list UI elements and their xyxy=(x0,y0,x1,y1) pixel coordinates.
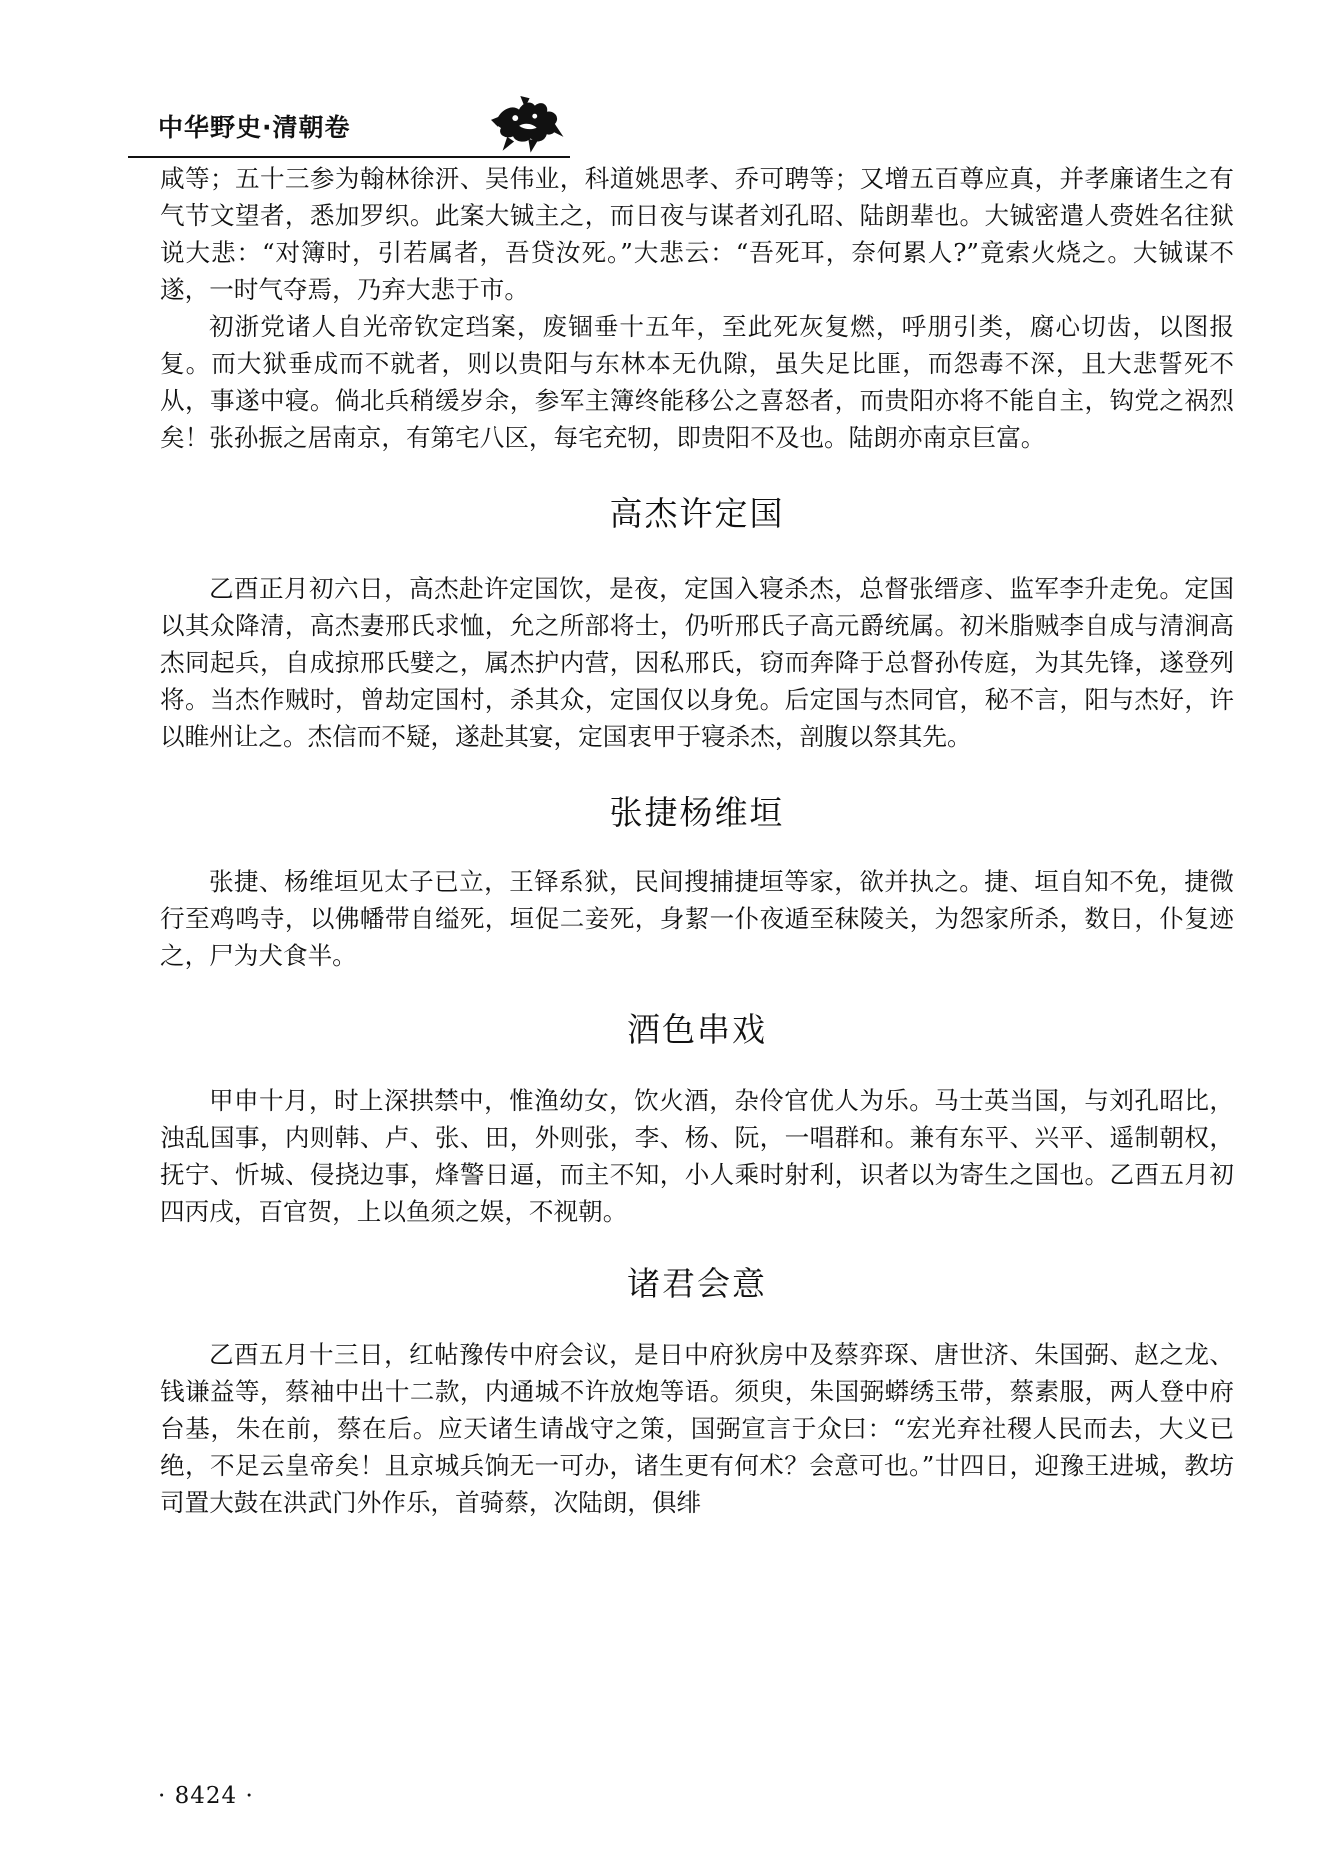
section-body-zhu-jun: 乙酉五月十三日，红帖豫传中府会议，是日中府狄房中及蔡弈琛、唐世济、朱国弼、赵之龙、钱谦益等，蔡袖中出十二款，内通城不许放炮等语。须臾，朱国弼蟒绣玉带，蔡素服，两人登中府台基，朱在前，蔡在后。应天诸生请战守之策，国弼宣言于众曰：“宏光弃社稷人民而去，大义已绝，不足云皇帝矣！且京城兵饷无一可办，诸生更有何术？会意可也。”廿四日，迎豫王进城，教坊司置大鼓在洪武门外作乐，首骑蔡，次陆朗，俱绯 xyxy=(160,1340,1234,1517)
paragraph: 初浙党诸人自光帝钦定珰案，废锢垂十五年，至此死灰复燃，呼朋引类，腐心切齿，以图报复。而大狱垂成而不就者，则以贵阳与东林本无仇隙，虽失足比匪，而怨毒不深，且大悲誓死不从，事遂中寝。倘北兵稍缓岁余，参军主簿终能移公之喜怒者，而贵阳亦将不能自主，钩党之祸烈矣！张孙振之居南京，有第宅八区，每宅充牣，即贵阳不及也。陆朗亦南京巨富。 xyxy=(160,312,1234,452)
section-title-zhu-jun: 诸君会意 xyxy=(627,1264,767,1303)
section-title-zhang-jie: 张捷杨维垣 xyxy=(609,793,785,832)
section-body-jiu-se: 甲申十月，时上深拱禁中，惟渔幼女，饮火酒，杂伶官优人为乐。马士英当国，与刘孔昭比，浊乱国事，内则韩、卢、张、田，外则张，李、杨、阮，一唱群和。兼有东平、兴平、遥制朝权，抚宁、忻城、侵挠边事，烽警日逼，而主不知，小人乘时射利，识者以为寄生之国也。乙酉五月初四丙戌，百官贺，上以鱼须之娱，不视朝。 xyxy=(160,1086,1234,1226)
series-title: 中华野史·清朝卷 xyxy=(158,113,351,142)
section-body-gao-jie: 乙酉正月初六日，高杰赴许定国饮，是夜，定国入寝杀杰，总督张缙彦、监军李升走免。定国以其众降清，高杰妻邢氏求恤，允之所部将士，仍听邢氏子高元爵统属。初米脂贼李自成与清涧高杰同起兵，自成掠邢氏嬖之，属杰护内营，因私邢氏，窃而奔降于总督孙传庭，为其先锋，遂登列将。当杰作贼时，曾劫定国村，杀其众，定国仅以身免。后定国与杰同官，秘不言，阳与杰好，许以睢州让之。杰信而不疑，遂赴其宴，定国衷甲于寝杀杰，剖腹以祭其先。 xyxy=(160,574,1234,751)
paragraph-continuation: 咸等；五十三参为翰林徐汧、吴伟业，科道姚思孝、乔可聘等；又增五百尊应真，并孝廉诸生之有气节文望者，悉加罗织。此案大铖主之，而日夜与谋者刘孔昭、陆朗辈也。大铖密遣人赍姓名往狱说大悲：“对簿时，引若属者，吾贷汝死。”大悲云：“吾死耳，奈何累人?”竟索火烧之。大铖谋不遂，一时气夺焉，乃弃大悲于市。 xyxy=(160,164,1234,304)
section-title-jiu-se: 酒色串戏 xyxy=(627,1010,767,1049)
section-body-zhang-jie: 张捷、杨维垣见太子已立，王铎系狱，民间搜捕捷垣等家，欲并执之。捷、垣自知不免，捷微行至鸡鸣寺，以佛幡带自缢死，垣促二妾死，身絜一仆夜遁至秣陵关，为怨家所杀，数日，仆复迹之，尸为犬食半。 xyxy=(160,867,1234,970)
header-rule xyxy=(128,156,570,158)
page-header xyxy=(128,98,568,158)
section-title-gao-jie: 高杰许定国 xyxy=(609,494,785,533)
dragon-icon xyxy=(486,90,564,154)
page-number: · 8424 · xyxy=(158,1783,254,1809)
page-content xyxy=(160,160,1234,1521)
